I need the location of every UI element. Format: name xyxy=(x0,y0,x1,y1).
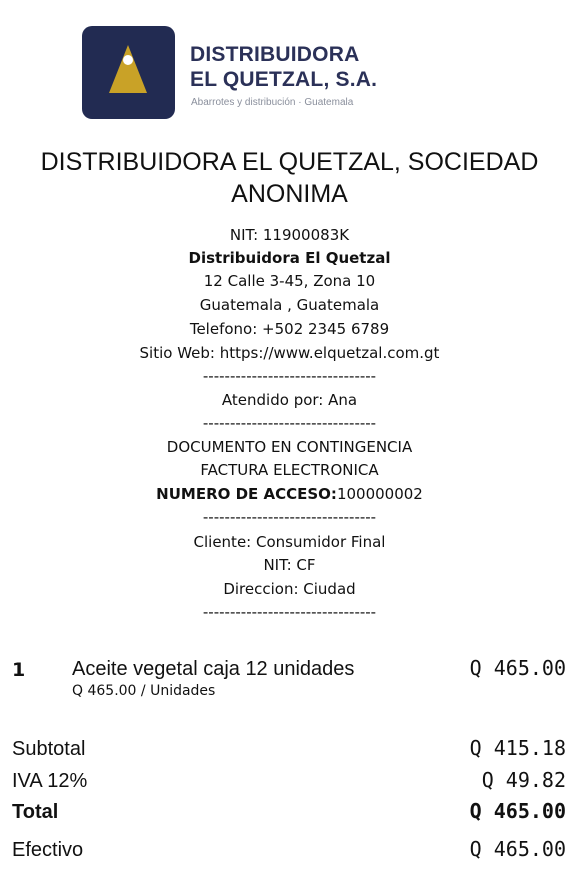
payment-method-label: Efectivo xyxy=(12,839,84,861)
separator: -------------------------------- xyxy=(202,367,377,385)
separator: -------------------------------- xyxy=(202,603,377,621)
total-label: Total xyxy=(12,801,59,823)
company-phone: Telefono: +502 2345 6789 xyxy=(189,320,390,338)
item-unit-price: Q 465.00 / Unidades xyxy=(72,683,216,699)
item-quantity: 1 xyxy=(12,659,26,681)
separator: -------------------------------- xyxy=(202,414,377,432)
company-website: Sitio Web: https://www.elquetzal.com.gt xyxy=(139,344,440,362)
customer-nit: NIT: CF xyxy=(263,556,316,574)
item-description: Aceite vegetal caja 12 unidades xyxy=(72,658,355,680)
company-legal-name: DISTRIBUIDORA EL QUETZAL, SOCIEDAD ANONIMA xyxy=(40,148,539,208)
attended-by: Atendido por: Ana xyxy=(221,391,358,409)
trade-name: Distribuidora El Quetzal xyxy=(188,249,391,267)
company-address: 12 Calle 3-45, Zona 10 xyxy=(203,272,376,290)
document-subtype: FACTURA ELECTRONICA xyxy=(200,461,379,479)
logo-text-line1: DISTRIBUIDORA xyxy=(190,43,360,66)
logo-text-line2: EL QUETZAL, S.A. xyxy=(190,68,378,91)
payment-method-value: Q 465.00 xyxy=(469,837,566,861)
company-city: Guatemala , Guatemala xyxy=(199,296,380,314)
tax-label: IVA 12% xyxy=(12,770,88,792)
access-number-label: NUMERO DE ACCESO: xyxy=(156,485,337,503)
mountain-peak-icon xyxy=(82,26,175,119)
company-logo xyxy=(82,26,382,120)
separator: -------------------------------- xyxy=(202,508,377,526)
item-total: Q 465.00 xyxy=(469,656,566,680)
logo-badge xyxy=(82,26,175,119)
access-number-row xyxy=(0,485,579,503)
subtotal-value: Q 415.18 xyxy=(469,736,566,760)
total-value: Q 465.00 xyxy=(469,799,566,823)
subtotal-label: Subtotal xyxy=(12,738,86,760)
tax-value: Q 49.82 xyxy=(481,768,566,792)
customer-name: Cliente: Consumidor Final xyxy=(193,533,386,551)
customer-address: Direccion: Ciudad xyxy=(223,580,356,598)
logo-tagline: Abarrotes y distribución · Guatemala xyxy=(191,97,354,108)
company-nit: NIT: 11900083K xyxy=(229,226,350,244)
access-number-value: 100000002 xyxy=(336,485,423,503)
document-type: DOCUMENTO EN CONTINGENCIA xyxy=(166,438,413,456)
